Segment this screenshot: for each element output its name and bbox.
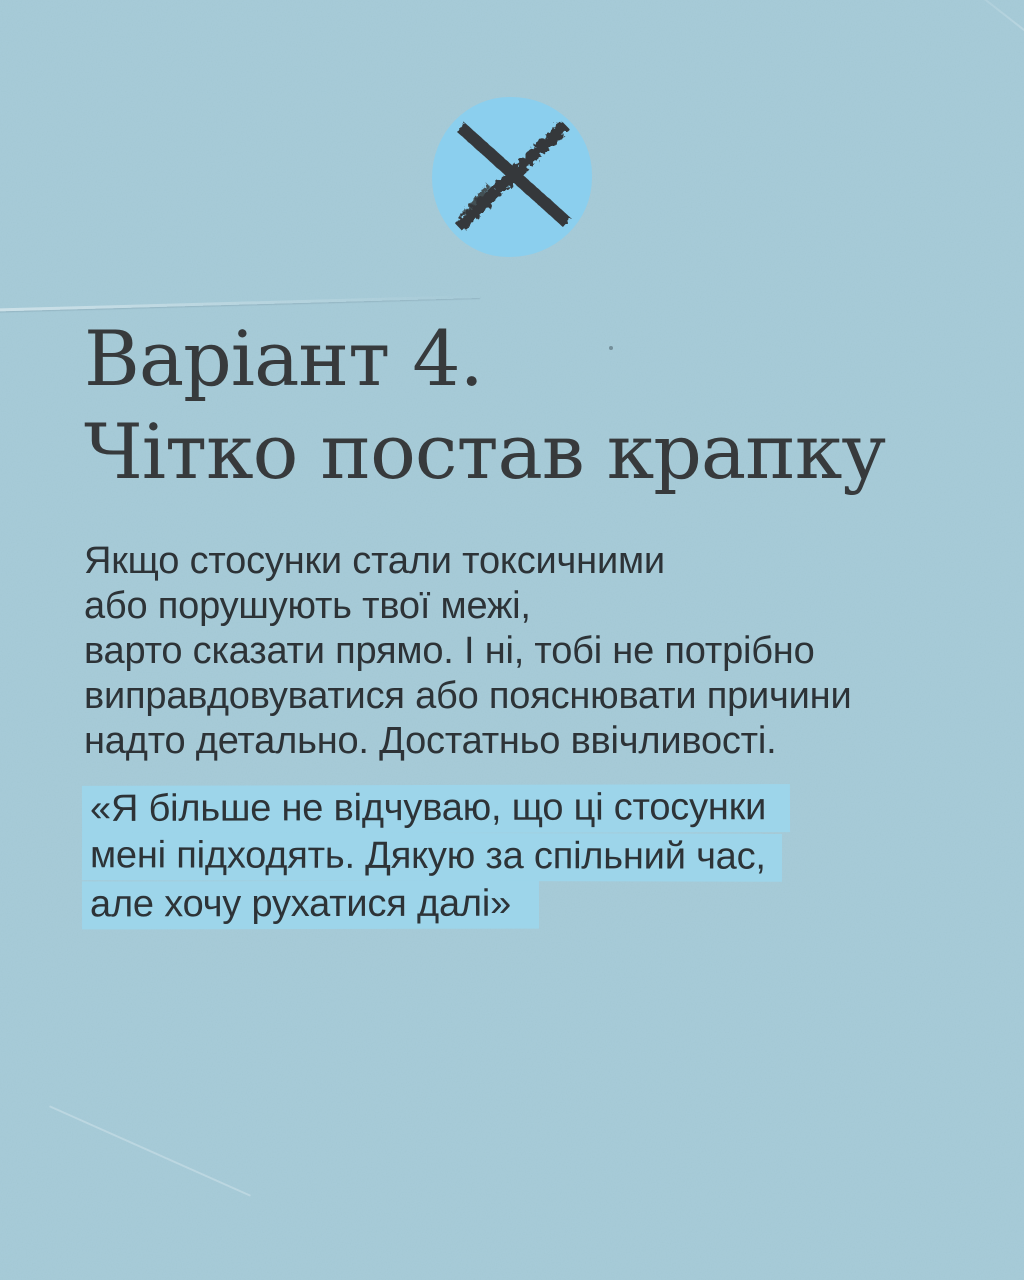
quote-block <box>82 785 790 929</box>
quote-line <box>82 833 790 881</box>
body-line: виправдовуватися або пояснювати причини <box>84 675 852 717</box>
quote-line-highlight: «Я більше не відчуваю, що ці стосунки <box>82 784 790 834</box>
body-line: надто детально. Достатньо ввічливості. <box>84 720 777 762</box>
x-mark-icon <box>449 119 575 235</box>
x-badge <box>432 97 592 257</box>
paper-crease <box>0 295 480 312</box>
body-line: Якщо стосунки стали токсичними <box>84 540 665 582</box>
quote-line <box>82 881 790 929</box>
paper-crease <box>49 1105 251 1196</box>
page-title-line-2: Чітко постав крапку <box>84 407 886 496</box>
paper-crease <box>938 0 1024 75</box>
body-text <box>84 539 852 764</box>
body-line: або порушують твої межі, <box>84 585 531 627</box>
quote-line <box>82 785 790 833</box>
page-title <box>84 312 885 498</box>
quote-line-highlight: але хочу рухатися далі» <box>82 881 539 930</box>
body-line: варто сказати прямо. І ні, тобі не потрібно <box>84 630 815 672</box>
quote-line-highlight: мені підходять. Дякую за спільний час, <box>82 832 782 881</box>
page-title-line-1: Варіант 4. <box>84 314 483 403</box>
